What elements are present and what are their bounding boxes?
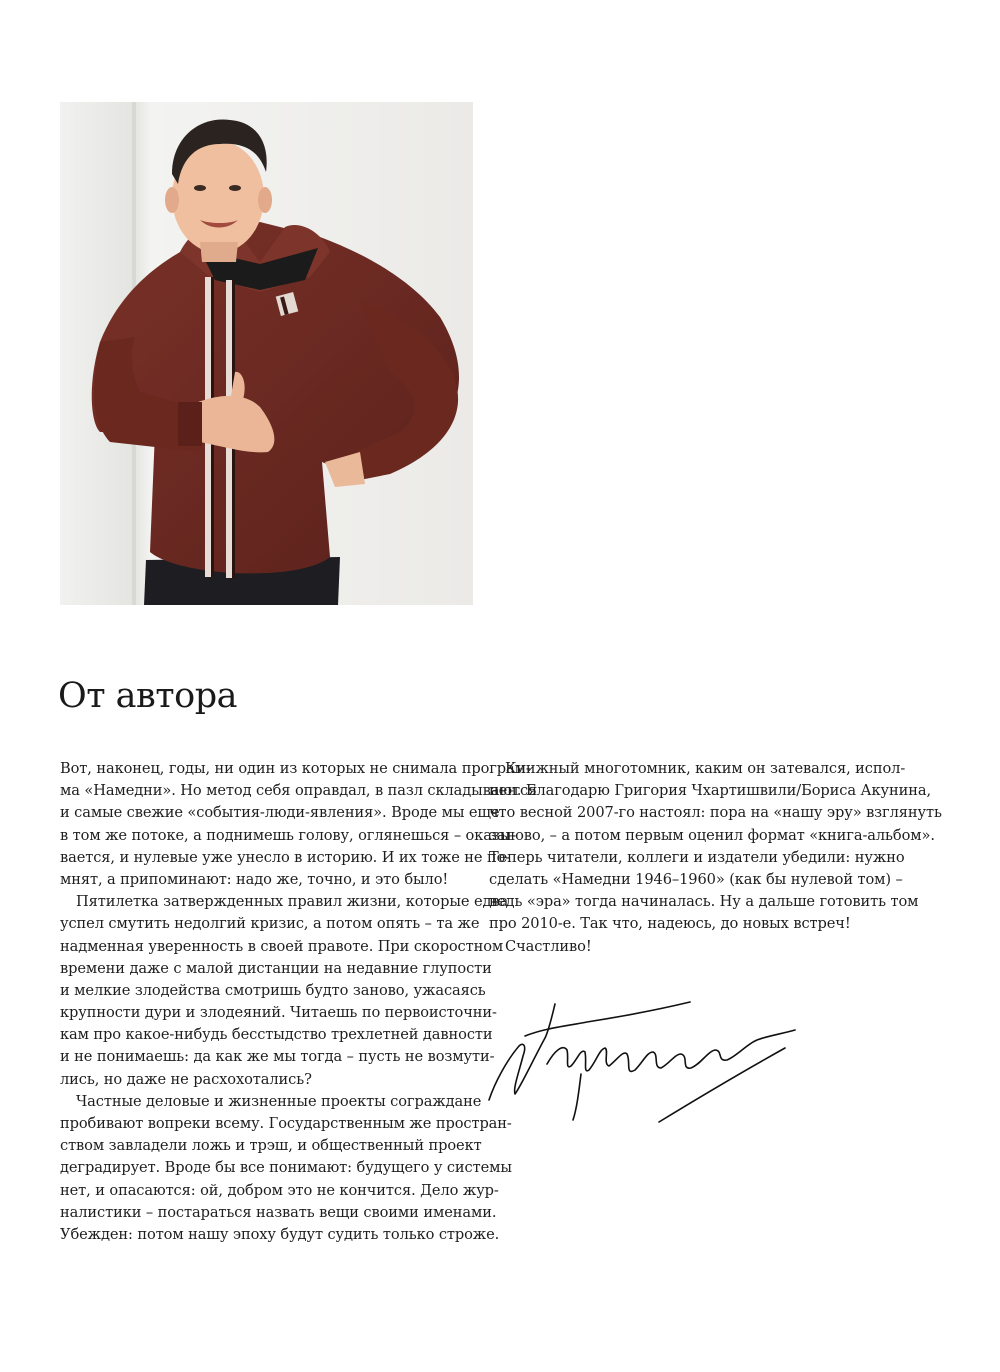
text-line: Книжный многотомник, каким он затевался, испол- <box>505 760 906 777</box>
text-line: Вот, наконец, годы, ни один из которых не снимала програм- <box>60 760 531 777</box>
text-line: ством завладели ложь и трэш, и общественный проект <box>60 1137 482 1155</box>
page-title: От автора <box>58 676 237 716</box>
text-line: заново, – а потом первым оценил формат «книга-альбом». <box>489 826 935 844</box>
text-line: и мелкие злодейства смотришь будто заново, ужасаясь <box>60 981 486 999</box>
text-line: про 2010-е. Так что, надеюсь, до новых встреч! <box>489 915 851 933</box>
text-line: и не понимаешь: да как же мы тогда – пусть не возмути- <box>60 1048 495 1066</box>
text-column-right <box>489 758 942 958</box>
text-line: времени даже с малой дистанции на недавние глупости <box>60 959 492 977</box>
text-line: Счастливо! <box>505 937 592 955</box>
text-line: деградирует. Вроде бы все понимают: будущего у системы <box>60 1159 512 1177</box>
text-line: нен. Благодарю Григория Чхартишвили/Бориса Акунина, <box>489 782 931 800</box>
text-line: надменная уверенность в своей правоте. При скоростном <box>60 937 504 955</box>
text-line: Убежден: потом нашу эпоху будут судить только строже. <box>60 1225 500 1243</box>
text-line: кам про какое-нибудь бесстыдство трехлетней давности <box>60 1026 493 1044</box>
text-line: лись, но даже не расхохотались? <box>60 1070 312 1088</box>
text-line: ведь «эра» тогда начиналась. Ну а дальше готовить том <box>489 893 919 911</box>
text-line: крупности дури и злодеяний. Читаешь по первоисточни- <box>60 1004 497 1022</box>
text-line: что весной 2007-го настоял: пора на «нашу эру» взглянуть <box>489 804 942 822</box>
author-portrait-illustration <box>60 102 473 605</box>
text-line: и самые свежие «события-люди-явления». Вроде мы еще <box>60 804 500 822</box>
author-signature <box>485 990 805 1130</box>
text-line: ма «Намедни». Но метод себя оправдал, в пазл складываются <box>60 782 538 800</box>
text-line: Пятилетка затвержденных правил жизни, которые едва <box>76 893 509 911</box>
text-line: пробивают вопреки всему. Государственным же простран- <box>60 1115 512 1132</box>
text-line: налистики – постараться назвать вещи своими именами. <box>60 1203 497 1221</box>
text-line: вается, и нулевые уже унесло в историю. И их тоже не по- <box>60 848 511 866</box>
text-line: сделать «Намедни 1946–1960» (как бы нулевой том) – <box>489 870 903 888</box>
text-line: успел смутить недолгий кризис, а потом опять – та же <box>60 915 480 933</box>
text-line: Частные деловые и жизненные проекты сограждане <box>76 1092 482 1110</box>
text-column-left <box>60 758 538 1246</box>
text-line: в том же потоке, а поднимешь голову, оглянешься – оказы- <box>60 826 517 844</box>
text-line: нет, и опасаются: ой, добром это не кончится. Дело жур- <box>60 1181 499 1199</box>
author-photo <box>60 102 473 605</box>
text-line: мнят, а припоминают: надо же, точно, и это было! <box>60 870 449 888</box>
text-line: Теперь читатели, коллеги и издатели убедили: нужно <box>489 848 905 866</box>
